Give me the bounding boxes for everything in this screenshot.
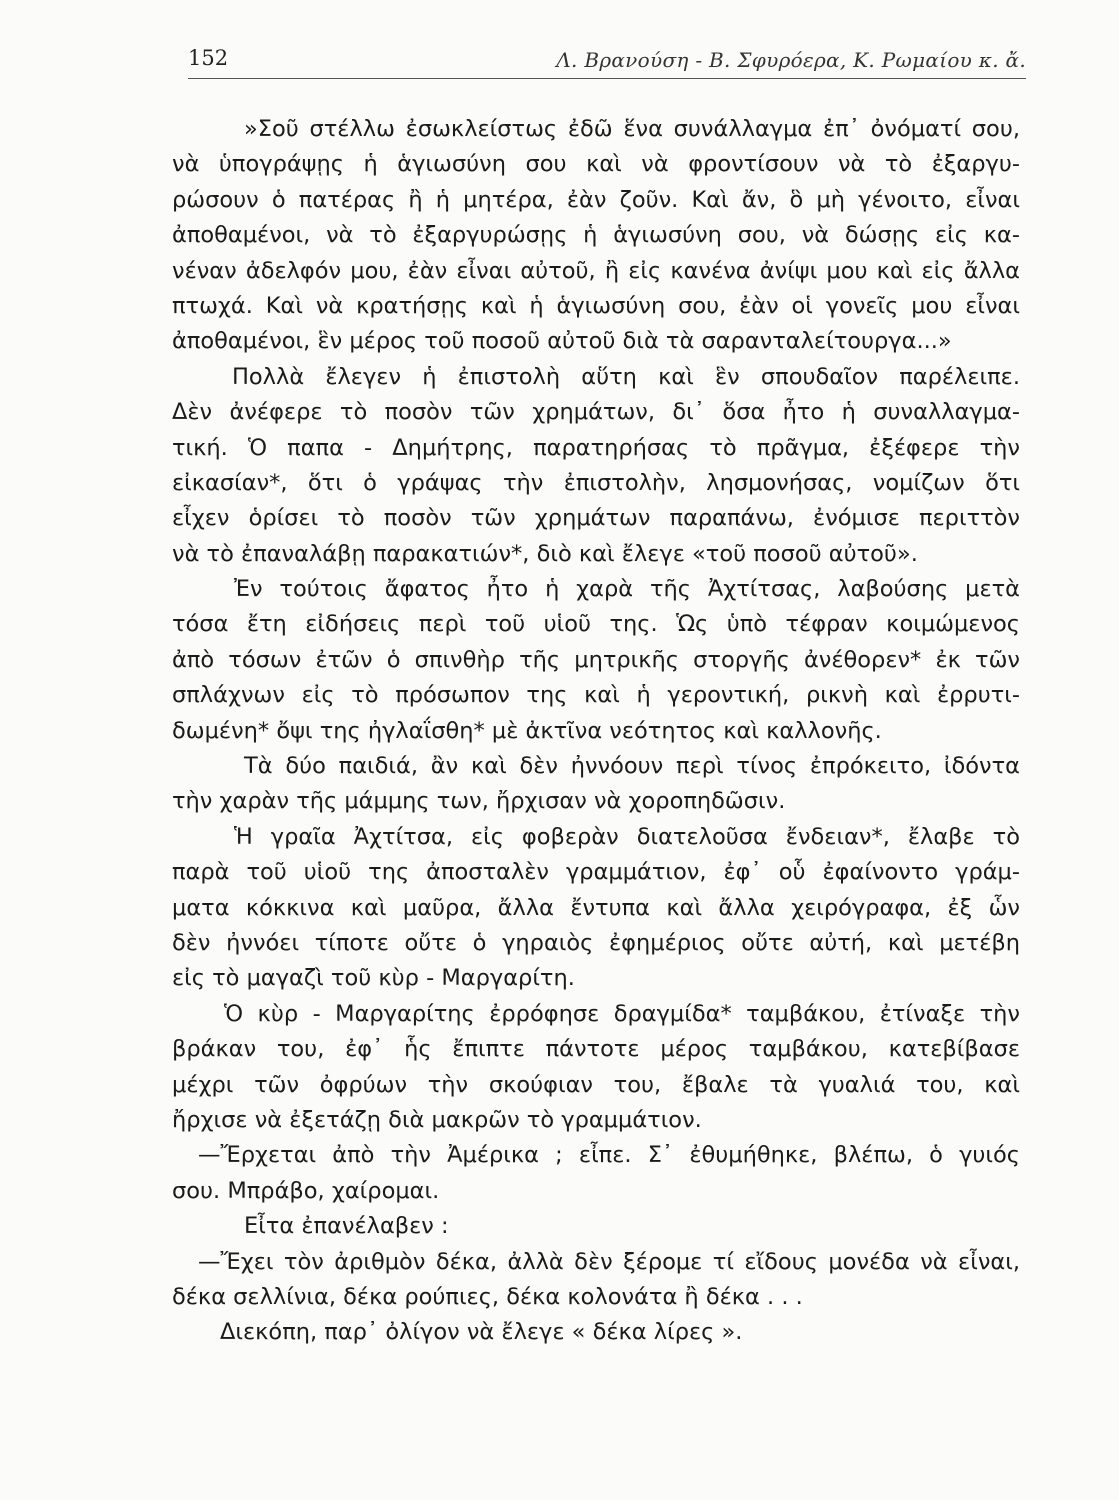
text-line: Εἶτα ἐπανέλαβεν : [244, 1213, 449, 1240]
text-line: νὰ τὸ ἐπαναλάβῃ παρακατιών*, διὸ καὶ ἔλεγε «τοῦ ποσοῦ αὐτοῦ». [172, 540, 918, 567]
text-line: Διεκόπη, παρ᾽ ὀλίγον νὰ ἔλεγε « δέκα λίρες ». [220, 1319, 743, 1346]
text-line: παρὰ τοῦ υἱοῦ της ἀποσταλὲν γραμμάτιον, ἐφ᾽ οὗ ἐφαίνοντο γράμ- [172, 859, 1020, 886]
text-line: δέκα σελλίνια, δέκα ρούπιες, δέκα κολονάτα ἢ δέκα . . . [172, 1283, 803, 1310]
text-line: εἰς τὸ μαγαζὶ τοῦ κὺρ - Μαργαρίτη. [172, 965, 575, 992]
text-line: ματα κόκκινα καὶ μαῦρα, ἄλλα ἔντυπα καὶ ἄλλα χειρόγραφα, ἐξ ὧν [172, 894, 1020, 921]
text-line: Τὰ δύο παιδιά, ἂν καὶ δὲν ἠννόουν περὶ τίνος ἐπρόκειτο, ἰδόντα [244, 753, 1020, 780]
text-line: νέναν ἀδελφόν μου, ἐὰν εἶναι αὐτοῦ, ἢ εἰς κανένα ἀνίψι μου καὶ εἰς ἄλλα [172, 257, 1020, 284]
text-line: ἤρχισε νὰ ἐξετάζῃ διὰ μακρῶν τὸ γραμμάτιον. [172, 1106, 702, 1133]
text-line: μέχρι τῶν ὀφρύων τὴν σκούφιαν του, ἔβαλε τὰ γυαλιά του, καὶ [172, 1071, 1020, 1098]
text-line: σου. Μπράβο, χαίρομαι. [172, 1177, 440, 1204]
text-line: —Ἔχει τὸν ἀριθμὸν δέκα, ἀλλὰ δὲν ξέρομε τί εἴδους μονέδα νὰ εἶναι, [198, 1248, 1020, 1275]
text-line: ἀποθαμένοι, ἓν μέρος τοῦ ποσοῦ αὐτοῦ διὰ τὰ σαρανταλείτουργα...» [172, 328, 952, 355]
text-line: Ὁ κὺρ - Μαργαρίτης ἐρρόφησε δραγμίδα* ταμβάκου, ἐτίναξε τὴν [224, 1000, 1020, 1027]
page-number: 152 [188, 46, 229, 70]
body-text [172, 112, 1020, 1351]
text-line: εἶχεν ὁρίσει τὸ ποσὸν τῶν χρημάτων παραπάνω, ἐνόμισε περιττὸν [172, 505, 1020, 532]
text-line: εἰκασίαν*, ὅτι ὁ γράψας τὴν ἐπιστολὴν, λησμονήσας, νομίζων ὅτι [172, 469, 1020, 496]
text-line: πτωχά. Καὶ νὰ κρατήσῃς καὶ ἡ ἁγιωσύνη σου, ἐὰν οἱ γονεῖς μου εἶναι [172, 292, 1020, 319]
page-header [188, 44, 1026, 79]
text-line: δὲν ἠννόει τίποτε οὔτε ὁ γηραιὸς ἐφημέριος οὔτε αὐτή, καὶ μετέβη [172, 929, 1020, 956]
text-line: Ἐν τούτοις ἄφατος ἦτο ἡ χαρὰ τῆς Ἀχτίτσας, λαβούσης μετὰ [234, 576, 1020, 603]
text-line: τόσα ἔτη εἰδήσεις περὶ τοῦ υἱοῦ της. Ὡς ὑπὸ τέφραν κοιμώμενος [172, 611, 1020, 638]
text-line: σπλάχνων εἰς τὸ πρόσωπον της καὶ ἡ γεροντική, ρικνὴ καὶ ἐρρυτι- [172, 682, 1020, 709]
text-line: ἀποθαμένοι, νὰ τὸ ἐξαργυρώσῃς ἡ ἁγιωσύνη σου, νὰ δώσῃς εἰς κα- [172, 222, 1020, 249]
text-line: »Σοῦ στέλλω ἐσωκλείστως ἐδῶ ἕνα συνάλλαγμα ἐπ᾽ ὀνόματί σου, [244, 116, 1020, 142]
text-line: ἀπὸ τόσων ἐτῶν ὁ σπινθὴρ τῆς μητρικῆς στοργῆς ἀνέθορεν* ἐκ τῶν [172, 646, 1020, 673]
text-line: τική. Ὁ παπα - Δημήτρης, παρατηρήσας τὸ πρᾶγμα, ἐξέφερε τὴν [172, 434, 1020, 461]
text-line: νὰ ὑπογράψῃς ἡ ἁγιωσύνη σου καὶ νὰ φροντίσουν νὰ τὸ ἐξαργυ- [172, 151, 1020, 178]
text-line: Δὲν ἀνέφερε τὸ ποσὸν τῶν χρημάτων, δι᾽ ὅσα ἦτο ἡ συναλλαγμα- [172, 399, 1020, 426]
running-head: Λ. Βρανούση - Β. Σφυρόερα, Κ. Ρωμαίου κ. ἄ. [556, 48, 1026, 72]
text-line: Πολλὰ ἔλεγεν ἡ ἐπιστολὴ αὕτη καὶ ἓν σπουδαῖον παρέλειπε. [232, 363, 1020, 390]
text-line: ρώσουν ὁ πατέρας ἢ ἡ μητέρα, ἐὰν ζοῦν. Καὶ ἄν, ὃ μὴ γένοιτο, εἶναι [172, 186, 1020, 213]
text-line: Ἡ γραῖα Ἀχτίτσα, εἰς φοβερὰν διατελοῦσα ἔνδειαν*, ἔλαβε τὸ [234, 823, 1020, 850]
text-line: τὴν χαρὰν τῆς μάμμης των, ἤρχισαν νὰ χοροπηδῶσιν. [172, 788, 786, 815]
text-line: —Ἔρχεται ἀπὸ τὴν Ἀμέρικα ; εἶπε. Σ᾽ ἐθυμήθηκε, βλέπω, ὁ γυιός [198, 1142, 1020, 1169]
text-line: δωμένη* ὄψι της ἠγλαΐσθη* μὲ ἀκτῖνα νεότητος καὶ καλλονῆς. [172, 717, 882, 744]
text-line: βράκαν του, ἐφ᾽ ἧς ἔπιπτε πάντοτε μέρος ταμβάκου, κατεβίβασε [172, 1036, 1020, 1063]
